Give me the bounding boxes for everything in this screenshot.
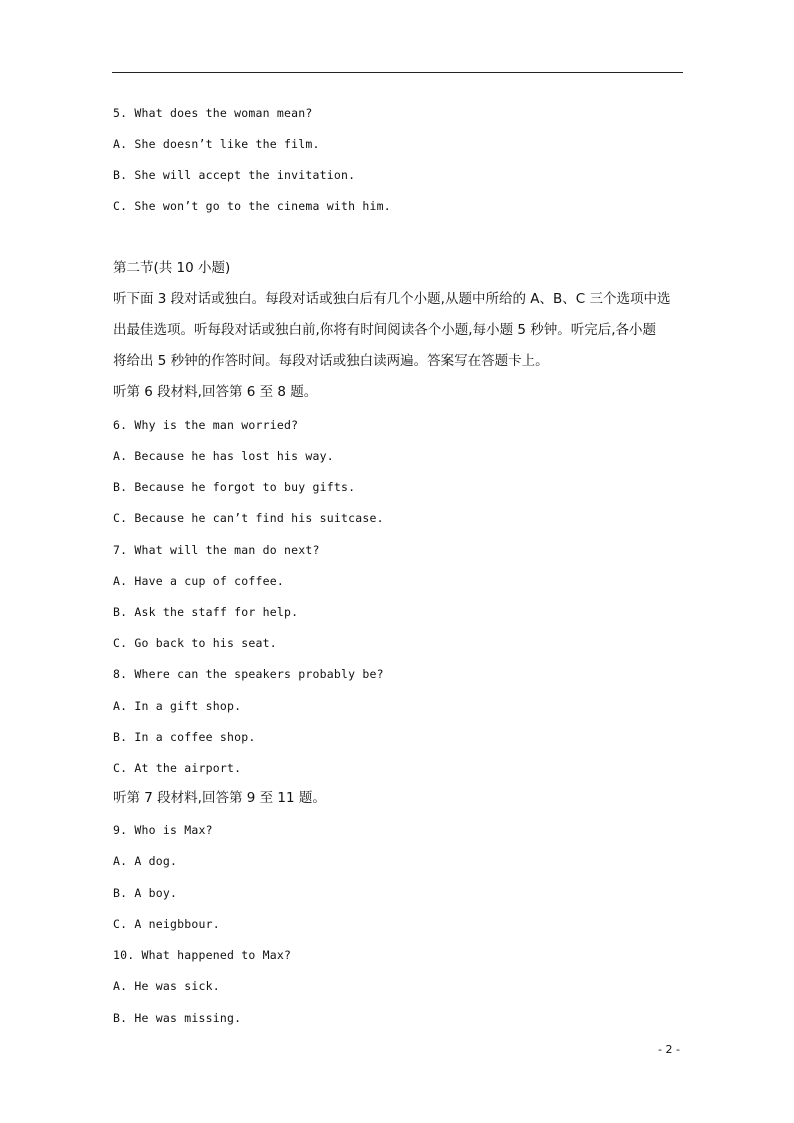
question-stem: 8. Where can the speakers probably be? <box>113 667 384 681</box>
answer-option-b: B. Because he forgot to buy gifts. <box>113 480 356 494</box>
answer-option-c: C. A neigbbour. <box>113 917 220 931</box>
page-number: - 2 - <box>658 1043 680 1056</box>
answer-option-b: B. He was missing. <box>113 1011 242 1025</box>
material-heading: 听第 6 段材料,回答第 6 至 8 题。 <box>113 384 318 400</box>
answer-option-b: B. In a coffee shop. <box>113 730 256 744</box>
question-stem: 9. Who is Max? <box>113 823 213 837</box>
answer-option-b: B. She will accept the invitation. <box>113 168 356 182</box>
answer-option-a: A. He was sick. <box>113 979 220 993</box>
answer-option-b: B. Ask the staff for help. <box>113 605 299 619</box>
header-rule <box>112 72 683 73</box>
answer-option-a: A. In a gift shop. <box>113 699 242 713</box>
section-title: 第二节(共 10 小题) <box>113 260 231 276</box>
answer-option-a: A. Have a cup of coffee. <box>113 574 284 588</box>
answer-option-a: A. Because he has lost his way. <box>113 449 334 463</box>
question-stem: 7. What will the man do next? <box>113 543 320 557</box>
instructions-line: 听下面 3 段对话或独白。每段对话或独白后有几个小题,从题中所给的 A、B、C 三个选项中选 <box>113 291 671 307</box>
answer-option-a: A. A dog. <box>113 854 178 868</box>
instructions-line: 将给出 5 秒钟的作答时间。每段对话或独白读两遍。答案写在答题卡上。 <box>113 353 549 369</box>
instructions-line: 出最佳选项。听每段对话或独白前,你将有时间阅读各个小题,每小题 5 秒钟。听完后,各小题 <box>113 322 657 338</box>
question-stem: 6. Why is the man worried? <box>113 418 299 432</box>
answer-option-a: A. She doesn’t like the film. <box>113 137 320 151</box>
answer-option-b: B. A boy. <box>113 886 178 900</box>
material-heading: 听第 7 段材料,回答第 9 至 11 题。 <box>113 790 326 806</box>
answer-option-c: C. Go back to his seat. <box>113 636 277 650</box>
answer-option-c: C. At the airport. <box>113 761 242 775</box>
answer-option-c: C. She won’t go to the cinema with him. <box>113 199 391 213</box>
question-stem: 5. What does the woman mean? <box>113 106 313 120</box>
question-stem: 10. What happened to Max? <box>113 948 292 962</box>
answer-option-c: C. Because he can’t find his suitcase. <box>113 511 384 525</box>
